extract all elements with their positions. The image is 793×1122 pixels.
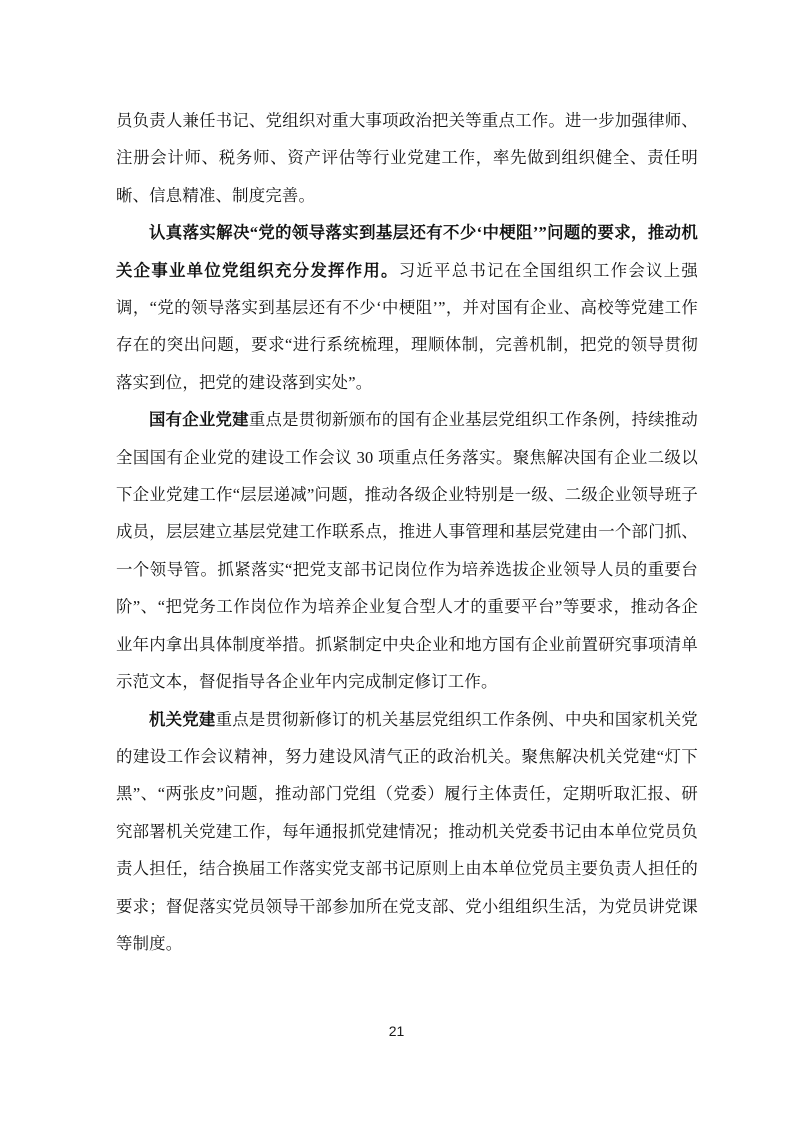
bold-lead-text: 国有企业党建: [149, 410, 249, 430]
bold-lead-text: 机关党建: [149, 709, 216, 729]
bold-lead-text: 认真落实解决“党的领导落实到基层还有不少‘中梗阻’”问题的要求，推动机关企事业单位党组织充分发挥作用。: [116, 223, 698, 280]
body-text: 重点是贯彻新颁布的国有企业基层党组织工作条例，持续推动全国国有企业党的建设工作会议 30 项重点任务落实。聚焦解决国有企业二级以下企业党建工作“层层递减”问题，推动各级企业特别是一级、二级企业领导班子成员，层层建立基层党建工作联系点，推进人事管理和基层党建由一个部门抓、一个领导管。抓紧落实“把党支部书记岗位作为培养选拔企业领导人员的重要台阶”、“把党务工作岗位作为培养企业复合型人才的重要平台”等要求，推动各企业年内拿出具体制度举措。抓紧制定中央企业和地方国有企业前置研究事项清单示范文本，督促指导各企业年内完成制定修订工作。: [116, 410, 698, 692]
paragraph-4: [116, 701, 698, 963]
body-text: 习近平总书记在全国组织工作会议上强调，“党的领导落实到基层还有不少‘中梗阻’”，并对国有企业、高校等党建工作存在的突出问题，要求“进行系统梳理，理顺体制，完善机制，把党的领导贯彻落实到位，把党的建设落到实处”。: [116, 260, 698, 392]
paragraph-1: [116, 102, 698, 214]
body-text: 员负责人兼任书记、党组织对重大事项政治把关等重点工作。进一步加强律师、注册会计师、税务师、资产评估等行业党建工作，率先做到组织健全、责任明晰、信息精准、制度完善。: [116, 111, 698, 205]
document-body: [116, 102, 698, 962]
paragraph-2: [116, 214, 698, 401]
body-text: 重点是贯彻新修订的机关基层党组织工作条例、中央和国家机关党的建设工作会议精神，努力建设风清气正的政治机关。聚焦解决机关党建“灯下黑”、“两张皮”问题，推动部门党组（党委）履行主体责任，定期听取汇报、研究部署机关党建工作，每年通报抓党建情况；推动机关党委书记由本单位党员负责人担任，结合换届工作落实党支部书记原则上由本单位党员主要负责人担任的要求；督促落实党员领导干部参加所在党支部、党小组组织生活，为党员讲党课等制度。: [116, 709, 698, 953]
page-number: 21: [388, 1023, 405, 1039]
paragraph-3: [116, 401, 698, 700]
